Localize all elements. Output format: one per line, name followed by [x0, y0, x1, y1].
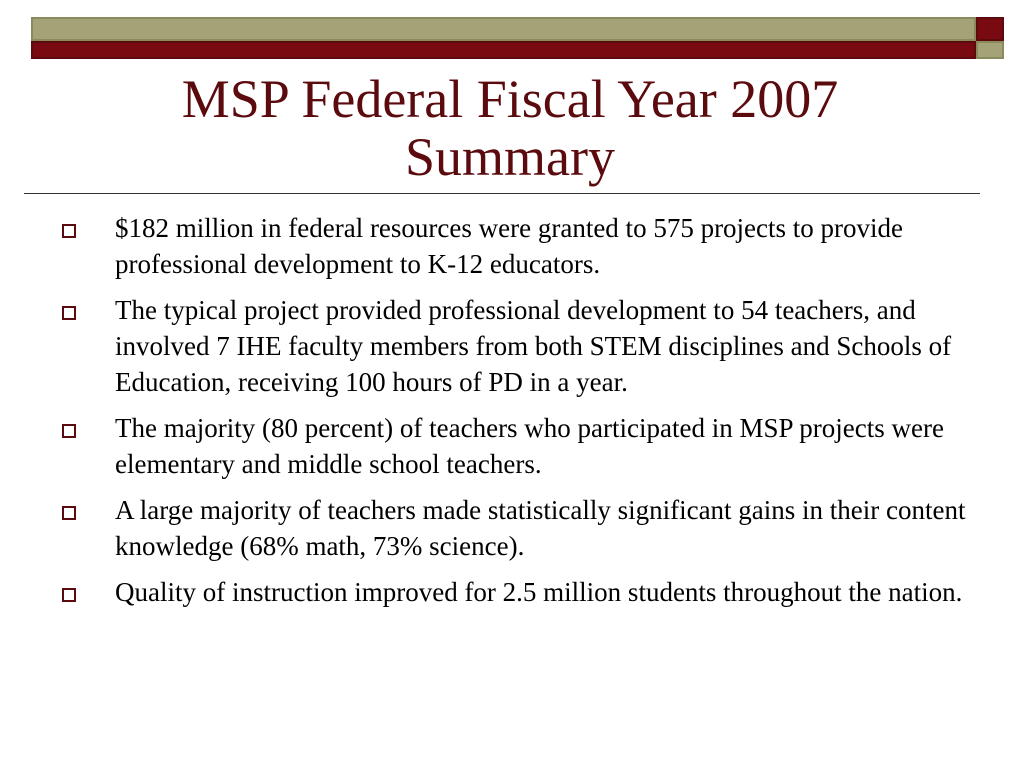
bullet-text: The majority (80 percent) of teachers who participated in MSP projects were elementary and middle school teachers.	[115, 413, 944, 479]
header-bar-olive	[31, 17, 976, 41]
slide-title	[40, 70, 980, 186]
square-bullet-icon	[62, 506, 76, 520]
header-square-maroon	[976, 17, 1004, 41]
slide-title-line-1: MSP Federal Fiscal Year 2007	[181, 69, 839, 129]
square-bullet-icon	[62, 588, 76, 602]
square-bullet-icon	[62, 424, 76, 438]
bullet-item	[62, 410, 982, 482]
bullet-text: The typical project provided professional development to 54 teachers, and involved 7 IHE faculty members from both STEM disciplines and Schools of Education, receiving 100 hours of PD in a year.	[115, 295, 952, 397]
bullet-item	[62, 492, 982, 564]
square-bullet-icon	[62, 224, 76, 238]
header-square-olive	[976, 41, 1004, 59]
bullet-text: $182 million in federal resources were granted to 575 projects to provide professional development to K-12 educators.	[115, 213, 904, 279]
square-bullet-icon	[62, 306, 76, 320]
slide-title-line-2: Summary	[405, 127, 615, 187]
bullet-list	[62, 210, 982, 620]
bullet-item	[62, 210, 982, 282]
bullet-item	[62, 574, 982, 610]
header-bar-maroon	[31, 41, 976, 59]
title-divider	[24, 193, 980, 194]
bullet-text: Quality of instruction improved for 2.5 million students throughout the nation.	[115, 577, 963, 607]
bullet-item	[62, 292, 982, 400]
bullet-text: A large majority of teachers made statistically significant gains in their content knowledge (68% math, 73% science).	[115, 495, 966, 561]
